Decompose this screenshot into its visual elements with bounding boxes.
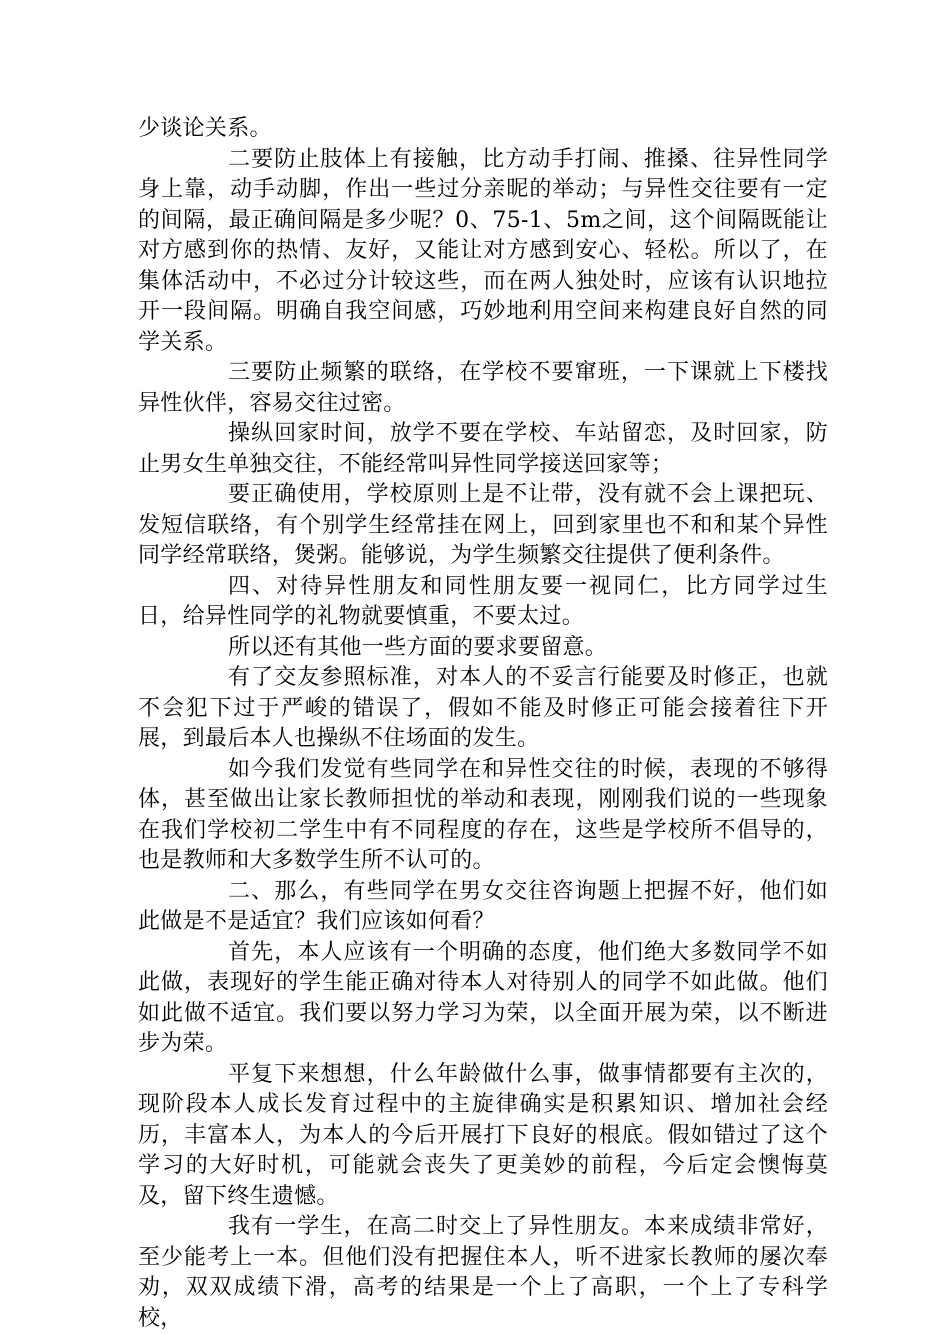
paragraph-9: 如今我们发觉有些同学在和异性交往的时候，表现的不够得体，甚至做出让家长教师担忧的举动和表现，刚刚我们说的一些现象在我们学校初二学生中有不同程度的存在，这些是学校所不倡导的，也是教师和大多数学生所不认可的。 bbox=[138, 756, 828, 873]
paragraph-11: 首先，本人应该有一个明确的态度，他们绝大多数同学不如此做，表现好的学生能正确对待本人对待别人的同学不如此做。他们如此做不适宜。我们要以努力学习为荣，以全面开展为荣，以不断进步为荣。 bbox=[138, 939, 828, 1056]
paragraph-8: 有了交友参照标准，对本人的不妥言行能要及时修正，也就不会犯下过于严峻的错误了，假如不能及时修正可能会接着往下开展，到最后本人也操纵不住场面的发生。 bbox=[138, 665, 828, 751]
paragraph-6: 四、对待异性朋友和同性朋友要一视同仁，比方同学过生日，给异性同学的礼物就要慎重，不要太过。 bbox=[138, 573, 828, 629]
paragraph-7: 所以还有其他一些方面的要求要留意。 bbox=[228, 634, 608, 660]
paragraph-4: 操纵回家时间，放学不要在学校、车站留恋，及时回家，防止男女生单独交往，不能经常叫异性同学接送回家等； bbox=[138, 421, 828, 477]
document-body bbox=[138, 114, 828, 1334]
paragraph-1: 少谈论关系。 bbox=[138, 116, 272, 141]
paragraph-3: 三要防止频繁的联络，在学校不要窜班，一下课就上下楼找异性伙伴，容易交往过密。 bbox=[138, 360, 828, 416]
paragraph-13: 我有一学生，在高二时交上了异性朋友。本来成绩非常好，至少能考上一本。但他们没有把握住本人，听不进家长教师的屡次奉劝，双双成绩下滑，高考的结果是一个上了高职，一个上了专科学校， bbox=[138, 1214, 828, 1331]
paragraph-5: 要正确使用，学校原则上是不让带，没有就不会上课把玩、发短信联络，有个别学生经常挂在网上，回到家里也不和和某个异性同学经常联络，煲粥。能够说，为学生频繁交往提供了便利条件。 bbox=[138, 482, 828, 568]
paragraph-10: 二、那么，有些同学在男女交往咨询题上把握不好，他们如此做是不是适宜？我们应该如何看？ bbox=[138, 878, 828, 934]
paragraph-12: 平复下来想想，什么年龄做什么事，做事情都要有主次的，现阶段本人成长发育过程中的主旋律确实是积累知识、增加社会经历，丰富本人，为本人的今后开展打下良好的根底。假如错过了这个学习的大好时机，可能就会丧失了更美妙的前程，今后定会懊悔莫及，留下终生遗憾。 bbox=[138, 1061, 828, 1209]
paragraph-2: 二要防止肢体上有接触，比方动手打闹、推搡、往异性同学身上靠，动手动脚，作出一些过分亲昵的举动；与异性交往要有一定的间隔，最正确间隔是多少呢？0、75-1、5m之间，这个间隔既能让对方感到你的热情、友好，又能让对方感到安心、轻松。所以了，在集体活动中，不必过分计较这些，而在两人独处时，应该有认识地拉开一段间隔。明确自我空间感，巧妙地利用空间来构建良好自然的同学关系。 bbox=[138, 146, 828, 355]
